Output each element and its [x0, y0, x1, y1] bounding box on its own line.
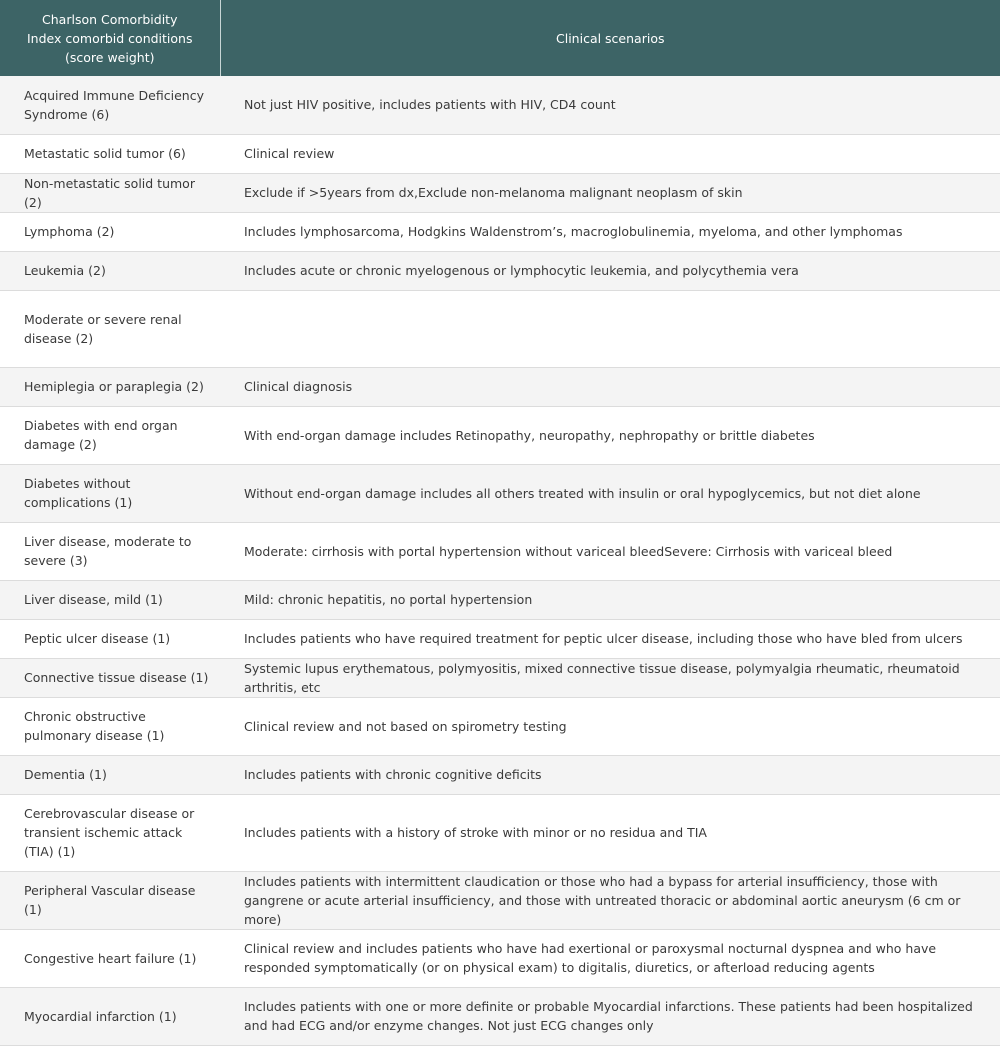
table-row	[0, 251, 1000, 290]
table-row	[0, 290, 1000, 367]
header-clinical-scenarios: Clinical scenarios	[220, 0, 1000, 76]
table-row	[0, 367, 1000, 406]
condition-cell: Metastatic solid tumor (6)	[0, 134, 220, 173]
scenario-cell: Clinical review	[220, 134, 1000, 173]
condition-cell: Connective tissue disease (1)	[0, 658, 220, 697]
condition-cell: Peripheral Vascular disease (1)	[0, 871, 220, 929]
header-row	[0, 0, 1000, 76]
condition-cell: Cerebrovascular disease or transient ischemic attack (TIA) (1)	[0, 794, 220, 871]
scenario-cell: Moderate: cirrhosis with portal hypertension without variceal bleedSevere: Cirrhosis with variceal bleed	[220, 522, 1000, 580]
scenario-cell: Systemic lupus erythematous, polymyositis, mixed connective tissue disease, polymyalgia rheumatic, rheumatoid arthritis, etc	[220, 658, 1000, 697]
scenario-cell: Includes patients with chronic cognitive deficits	[220, 755, 1000, 794]
condition-cell: Chronic obstructive pulmonary disease (1)	[0, 697, 220, 755]
table-row	[0, 522, 1000, 580]
table-row	[0, 173, 1000, 212]
table-header	[0, 0, 1000, 76]
condition-cell: Dementia (1)	[0, 755, 220, 794]
scenario-cell: With end-organ damage includes Retinopathy, neuropathy, nephropathy or brittle diabetes	[220, 406, 1000, 464]
scenario-cell: Includes patients who have required treatment for peptic ulcer disease, including those who have bled from ulcers	[220, 619, 1000, 658]
table-row	[0, 658, 1000, 697]
table-row	[0, 76, 1000, 134]
table-row	[0, 794, 1000, 871]
condition-cell: Lymphoma (2)	[0, 212, 220, 251]
condition-cell: Liver disease, moderate to severe (3)	[0, 522, 220, 580]
scenario-cell: Without end-organ damage includes all others treated with insulin or oral hypoglycemics, but not diet alone	[220, 464, 1000, 522]
table-row	[0, 987, 1000, 1045]
table-row	[0, 619, 1000, 658]
table-row	[0, 697, 1000, 755]
scenario-cell: Includes lymphosarcoma, Hodgkins Waldenstrom’s, macroglobulinemia, myeloma, and other lymphomas	[220, 212, 1000, 251]
condition-cell: Acquired Immune Deficiency Syndrome (6)	[0, 76, 220, 134]
condition-cell: Peptic ulcer disease (1)	[0, 619, 220, 658]
scenario-cell: Includes patients with one or more definite or probable Myocardial infarctions. These patients had been hospitalized and had ECG and/or enzyme changes. Not just ECG changes only	[220, 987, 1000, 1045]
condition-cell: Moderate or severe renal disease (2)	[0, 290, 220, 367]
condition-cell: Diabetes without complications (1)	[0, 464, 220, 522]
condition-cell: Non-metastatic solid tumor (2)	[0, 173, 220, 212]
table-row	[0, 871, 1000, 929]
scenario-cell: Clinical diagnosis	[220, 367, 1000, 406]
table-row	[0, 464, 1000, 522]
table-row	[0, 134, 1000, 173]
scenario-cell: Includes patients with a history of stroke with minor or no residua and TIA	[220, 794, 1000, 871]
scenario-cell: Exclude if >5years from dx,Exclude non-melanoma malignant neoplasm of skin	[220, 173, 1000, 212]
condition-cell: Hemiplegia or paraplegia (2)	[0, 367, 220, 406]
scenario-cell: Includes acute or chronic myelogenous or lymphocytic leukemia, and polycythemia vera	[220, 251, 1000, 290]
scenario-cell: Mild: chronic hepatitis, no portal hypertension	[220, 580, 1000, 619]
table-body	[0, 76, 1000, 1045]
scenario-cell: Clinical review and includes patients who have had exertional or paroxysmal nocturnal dyspnea and who have responded symptomatically (or on physical exam) to digitalis, diuretics, or afterload reducing agents	[220, 929, 1000, 987]
condition-cell: Congestive heart failure (1)	[0, 929, 220, 987]
table-row	[0, 580, 1000, 619]
table-row	[0, 929, 1000, 987]
table-row	[0, 406, 1000, 464]
condition-cell: Leukemia (2)	[0, 251, 220, 290]
scenario-cell: Not just HIV positive, includes patients with HIV, CD4 count	[220, 76, 1000, 134]
scenario-cell: Clinical review and not based on spirometry testing	[220, 697, 1000, 755]
condition-cell: Diabetes with end organ damage (2)	[0, 406, 220, 464]
scenario-cell	[220, 290, 1000, 367]
condition-cell: Liver disease, mild (1)	[0, 580, 220, 619]
condition-cell: Myocardial infarction (1)	[0, 987, 220, 1045]
scenario-cell: Includes patients with intermittent claudication or those who had a bypass for arterial insufficiency, those with gangrene or acute arterial insufficiency, and those with untreated thoracic or abdominal aortic aneurysm (6 cm or more)	[220, 871, 1000, 929]
table-row	[0, 212, 1000, 251]
header-condition: Charlson Comorbidity Index comorbid conditions (score weight)	[0, 0, 220, 76]
table-row	[0, 755, 1000, 794]
